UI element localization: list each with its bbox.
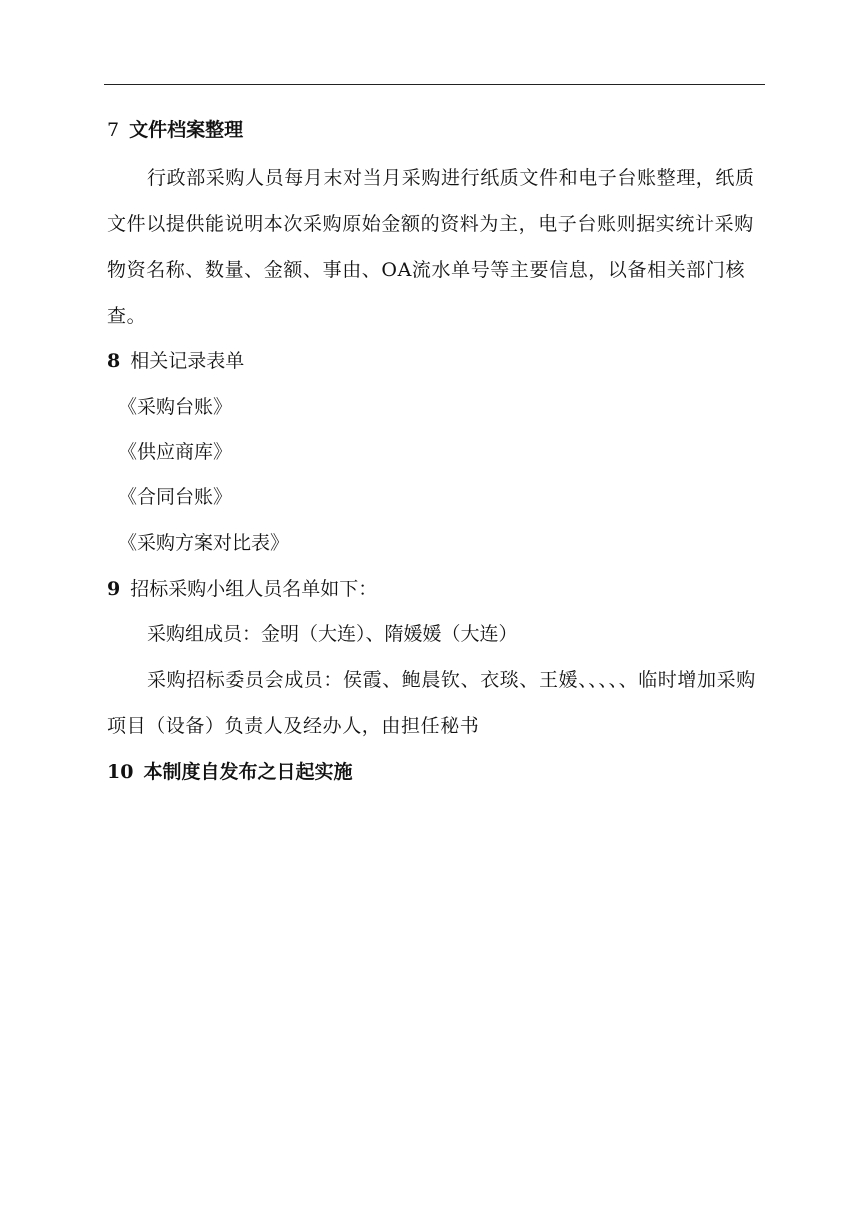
section-8-heading xyxy=(107,338,767,384)
record-form-item: 《合同台账》 xyxy=(118,486,233,508)
section-9-heading xyxy=(107,566,767,612)
section-10-heading xyxy=(107,749,767,795)
section-number: 9 xyxy=(107,578,121,600)
record-form-item: 《采购台账》 xyxy=(118,396,233,418)
record-form-item: 《供应商库》 xyxy=(118,441,233,463)
section-number: 8 xyxy=(107,350,121,372)
section-7-heading xyxy=(107,107,767,153)
record-form-item: 《采购方案对比表》 xyxy=(118,532,290,554)
section-number: 7 xyxy=(107,119,120,141)
purchase-team-line: 采购组成员：金明（大连）、隋媛媛（大连） xyxy=(147,623,518,645)
committee-paragraph: 采购招标委员会成员：侯霞、鲍晨钦、衣琰、王媛、、、、、临时增加采购项目（设备）负责人及经办人，由担任秘书 xyxy=(107,669,756,737)
section-7-paragraph: 行政部采购人员每月末对当月采购进行纸质文件和电子台账整理，纸质文件以提供能说明本次采购原始金额的资料为主，电子台账则据实统计采购物资名称、数量、金额、事由、OA流水单号等主要信息，以备相关部门核查。 xyxy=(107,167,755,327)
section-number: 10 xyxy=(107,761,134,783)
section-title: 相关记录表单 xyxy=(130,350,245,372)
section-title: 招标采购小组人员名单如下： xyxy=(130,578,378,600)
section-title: 文件档案整理 xyxy=(129,119,244,141)
header-rule xyxy=(104,84,765,85)
section-title: 本制度自发布之日起实施 xyxy=(143,761,353,783)
